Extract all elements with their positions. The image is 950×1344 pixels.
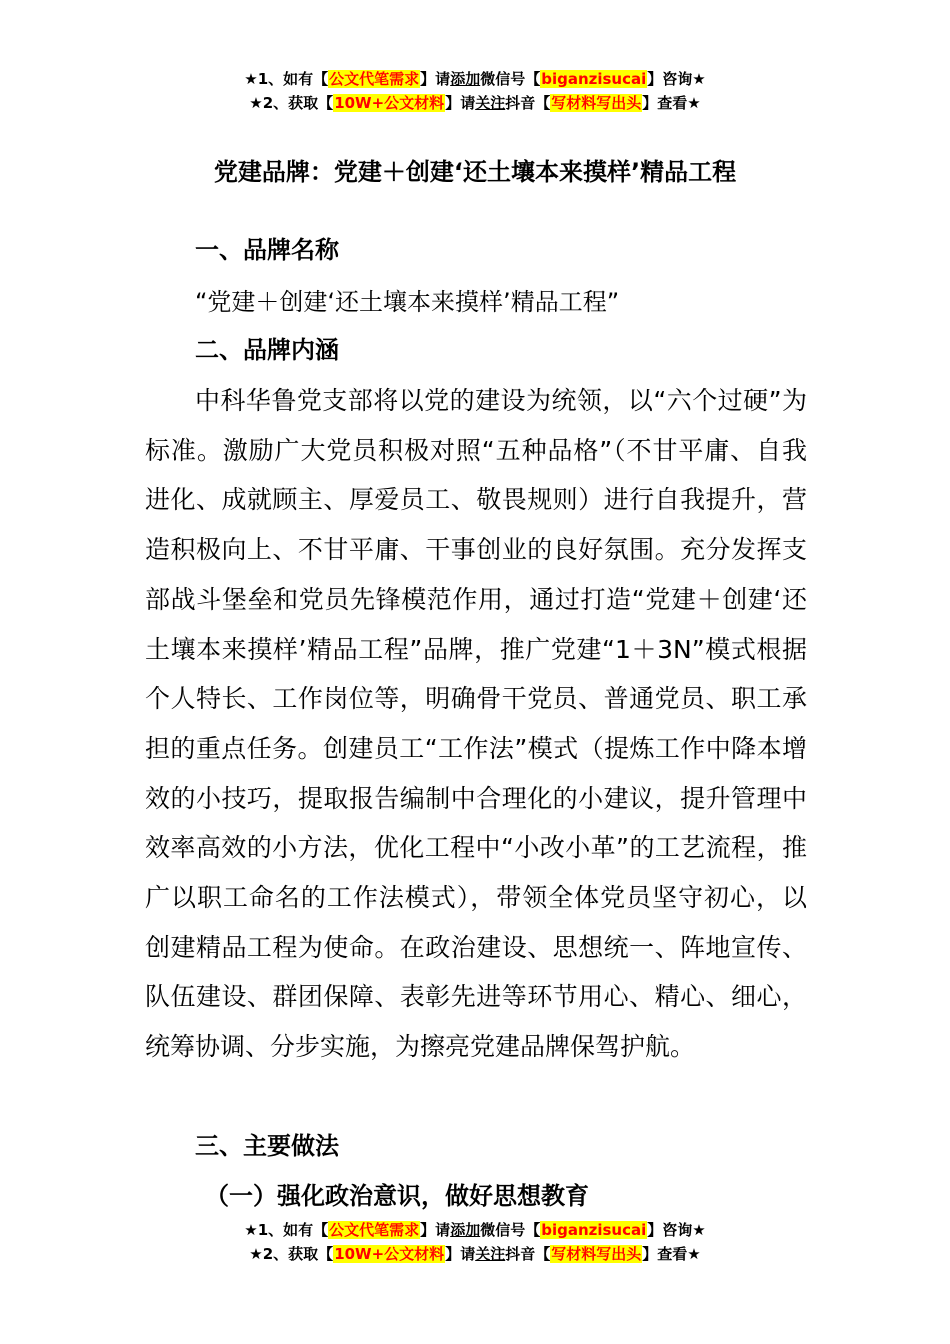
promo-banner-top: [0, 67, 950, 115]
promo-text: ★1、如有【: [244, 1221, 329, 1239]
promo-line-1: [0, 67, 950, 91]
promo-underline: 添加: [450, 70, 481, 88]
promo-underline: 关注: [475, 1245, 506, 1263]
promo-line-2: [0, 1242, 950, 1266]
promo-text: 】请: [445, 94, 476, 112]
promo-douyin-id: 写材料写出头: [551, 1245, 642, 1263]
promo-line-1: [0, 1218, 950, 1242]
promo-highlight: 10W+公文材料: [334, 1245, 445, 1263]
section-heading-brand-connotation: 二、品牌内涵: [195, 336, 339, 364]
promo-wechat-id: biganzisucai: [541, 70, 647, 88]
promo-highlight: 公文代笔需求: [329, 1221, 420, 1239]
promo-douyin-id: 写材料写出头: [551, 94, 642, 112]
promo-text: 抖音【: [505, 1245, 551, 1263]
section-heading-brand-name: 一、品牌名称: [195, 236, 339, 264]
promo-text: ★2、获取【: [249, 1245, 334, 1263]
promo-text: 】咨询★: [647, 1221, 706, 1239]
promo-underline: 添加: [450, 1221, 481, 1239]
promo-highlight: 10W+公文材料: [334, 94, 445, 112]
promo-text: 】请: [420, 1221, 451, 1239]
promo-text: 】请: [420, 70, 451, 88]
brand-name-text: “党建＋创建‘还土壤本来摸样’精品工程”: [195, 288, 620, 316]
promo-text: 微信号【: [480, 1221, 541, 1239]
promo-underline: 关注: [475, 94, 506, 112]
document-title: 党建品牌：党建＋创建‘还土壤本来摸样’精品工程: [213, 158, 737, 186]
promo-text: 】请: [445, 1245, 476, 1263]
promo-text: ★1、如有【: [244, 70, 329, 88]
promo-highlight: 公文代笔需求: [329, 70, 420, 88]
body-paragraph: 中科华鲁党支部将以党的建设为统领，以“六个过硬”为标准。激励广大党员积极对照“五种品格”（不甘平庸、自我进化、成就顾主、厚爱员工、敬畏规则）进行自我提升，营造积极向上、不甘平庸、干事创业的良好氛围。充分发挥支部战斗堡垒和党员先锋模范作用，通过打造“党建＋创建‘还土壤本来摸样’精品工程”品牌，推广党建“1＋3N”模式根据个人特长、工作岗位等，明确骨干党员、普通党员、职工承担的重点任务。创建员工“工作法”模式（提炼工作中降本增效的小技巧，提取报告编制中合理化的小建议，提升管理中效率高效的小方法，优化工程中“小改小革”的工艺流程，推广以职工命名的工作法模式），带领全体党员坚守初心，以创建精品工程为使命。在政治建设、思想统一、阵地宣传、队伍建设、群团保障、表彰先进等环节用心、精心、细心，统筹协调、分步实施，为擦亮党建品牌保驾护航。: [145, 386, 807, 1062]
promo-line-2: [0, 91, 950, 115]
promo-text: ★2、获取【: [249, 94, 334, 112]
promo-banner-bottom: [0, 1218, 950, 1266]
promo-text: 微信号【: [480, 70, 541, 88]
promo-text: 】查看★: [642, 94, 701, 112]
section-heading-main-practices: 三、主要做法: [195, 1132, 339, 1160]
promo-wechat-id: biganzisucai: [541, 1221, 647, 1239]
subsection-heading: （一）强化政治意识，做好思想教育: [205, 1182, 589, 1210]
promo-text: 】查看★: [642, 1245, 701, 1263]
promo-text: 抖音【: [505, 94, 551, 112]
promo-text: 】咨询★: [647, 70, 706, 88]
